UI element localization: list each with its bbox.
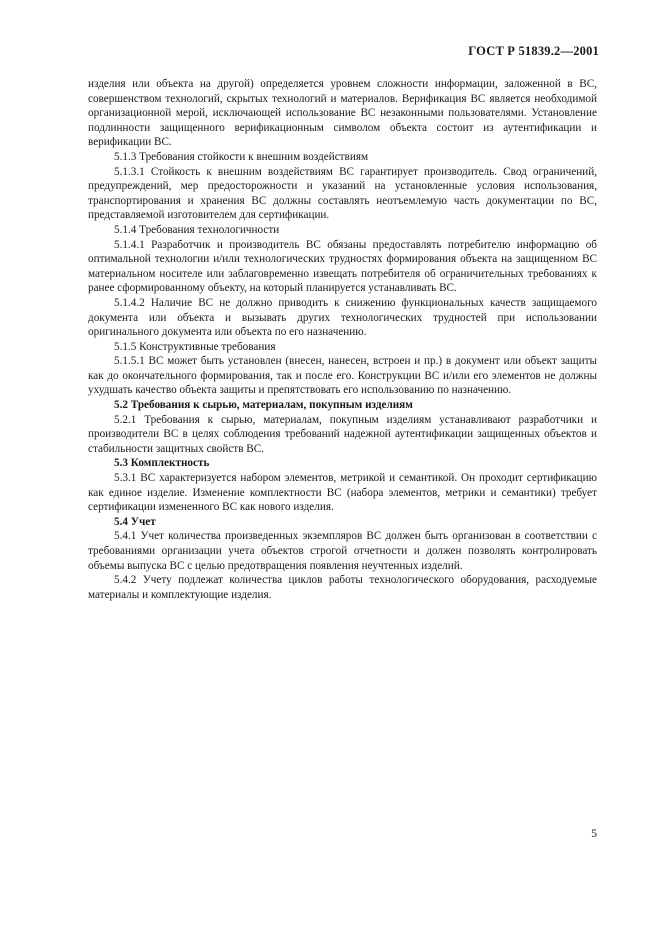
section-heading-5-3: 5.3 Комплектность	[114, 457, 210, 470]
section-heading-5-4: 5.4 Учет	[114, 515, 156, 528]
section-heading-5-2: 5.2 Требования к сырью, материалам, покупным изделиям	[114, 399, 413, 412]
paragraph-5-1-4-1: 5.1.4.1 Разработчик и производитель ВС обязаны предоставлять потребителю информацию об оптимальной технологии и/или технологических трудностях формирования объекта на защищенном ВС материальном носителе или заблаговременно извещать потребителя об ограничительных требованиях к ранее сформированному объекту, на который планируется устанавливать ВС.	[88, 238, 597, 295]
page-number: 5	[591, 828, 597, 840]
paragraph-continuation: изделия или объекта на другой) определяется уровнем сложности информации, заложенной в ВС, совершенством технологий, скрытых технологий и материалов. Верификация ВС является необходимой организационной мерой, исключающей использование ВС незаконными пользователями. Установление подлинности защищенного верификационным символом объекта состоит из аутентификации и верификации ВС.	[88, 78, 597, 149]
paragraph-5-4-2: 5.4.2 Учету подлежат количества циклов работы технологического оборудования, расходуемые материалы и комплектующие изделия.	[88, 574, 597, 601]
subsection-heading-5-1-4: 5.1.4 Требования технологичности	[114, 223, 280, 236]
subsection-heading-5-1-3: 5.1.3 Требования стойкости к внешним воздействиям	[114, 150, 369, 163]
paragraph-5-1-4-2: 5.1.4.2 Наличие ВС не должно приводить к снижению функциональных качеств защищаемого документа или объекта и вызывать других технологических трудностей при использовании оригинального документа или объекта по его назначению.	[88, 296, 597, 339]
paragraph-5-4-1: 5.4.1 Учет количества произведенных экземпляров ВС должен быть организован в соответствии с требованиями организации учета объектов строгой отчетности и должен позволять контролировать объемы выпуска ВС с целью предотвращения появления неучтенных изделий.	[88, 530, 597, 572]
paragraph-5-2-1: 5.2.1 Требования к сырью, материалам, покупным изделиям устанавливают разработчики и производители ВС в целях соблюдения требований надежной аутентификации защищенных объектов и стабильности защитных свойств ВС.	[88, 413, 597, 455]
paragraph-5-1-5-1: 5.1.5.1 ВС может быть установлен (внесен, нанесен, встроен и пр.) в документ или объект защиты как до окончательного формирования, так и после его. Конструкции ВС и/или его элементов не должны ухудшать качество объекта защиты и препятствовать его использованию по назначению.	[88, 355, 597, 397]
paragraph-5-1-3-1: 5.1.3.1 Стойкость к внешним воздействиям ВС гарантирует производитель. Свод ограничений, предупреждений, мер предосторожности и указаний на установленные условия использования, транспортирования и хранения ВС должны составлять неотъемлемую часть документации по ВС, представляемой изготовителем для сертификации.	[88, 165, 597, 222]
standard-header: ГОСТ Р 51839.2—2001	[468, 44, 599, 58]
paragraph-5-3-1: 5.3.1 ВС характеризуется набором элементов, метрикой и семантикой. Он проходит сертификацию как единое изделие. Изменение комплектности ВС (набора элементов, метрики и семантики) требует сертификации измененного ВС как нового изделия.	[88, 472, 597, 514]
body-text	[88, 77, 597, 602]
subsection-heading-5-1-5: 5.1.5 Конструктивные требования	[114, 340, 276, 353]
